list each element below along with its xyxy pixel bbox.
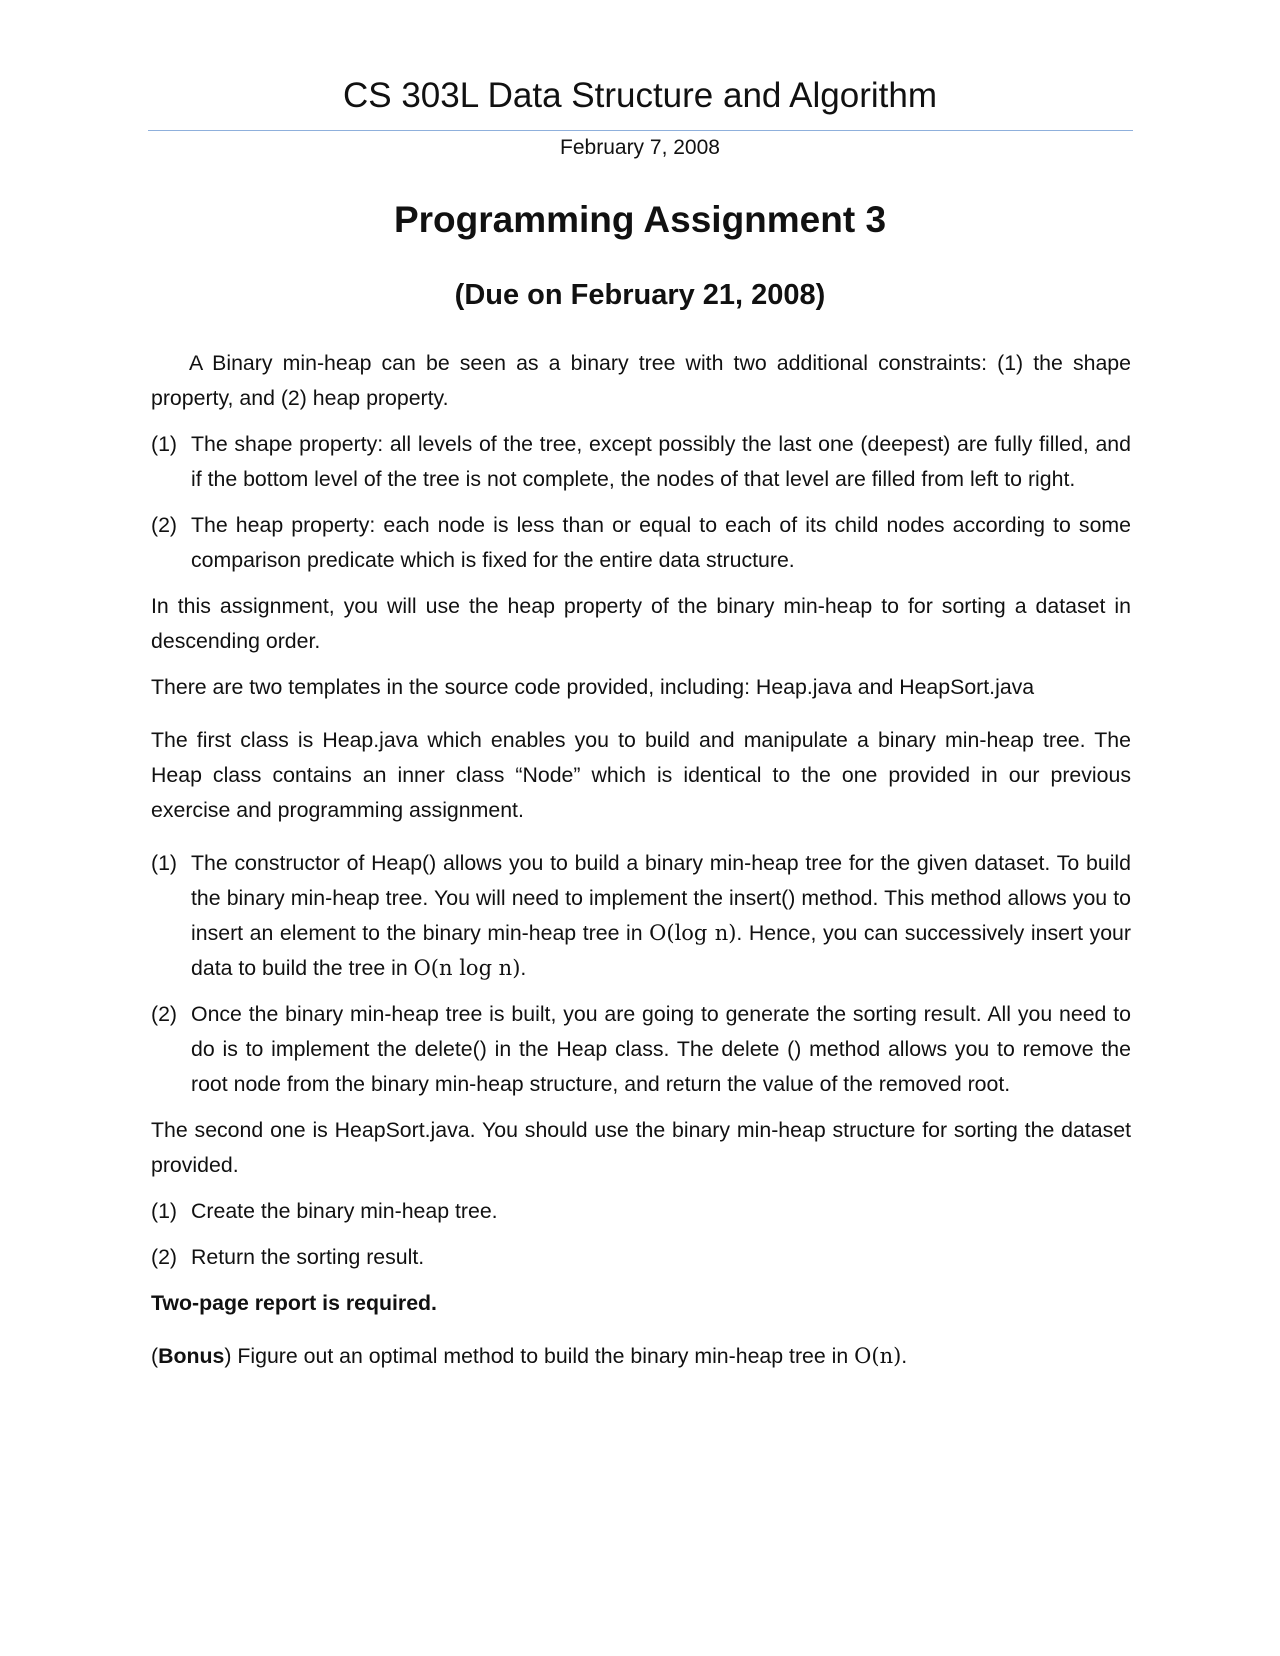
list-number: (2) [151,1245,178,1269]
list-text [191,846,1131,986]
complexity-log-n: O(log n) [649,921,737,945]
list-text: Return the sorting result. [191,1245,425,1269]
bonus-paren: ) [224,1344,232,1368]
property-list [151,427,1131,578]
bonus-paragraph [151,1339,1131,1374]
bonus-paren: ( [151,1344,159,1368]
step-text-part: . Hence, you can successively insert your data to build the tree in [191,921,1131,980]
list-text: Create the binary min-heap tree. [191,1199,498,1223]
list-text: Once the binary min-heap tree is built, you are going to generate the sorting result. All you need to do is to implement the delete() in the Heap class. The delete () method allows you to remove the root node from the binary min-heap structure, and return the value of the removed root. [191,1002,1131,1096]
course-title: CS 303L Data Structure and Algorithm [342,76,938,115]
header-rule [148,130,1133,131]
list-number: (2) [151,1002,178,1026]
complexity-n-log-n: O(n log n) [413,956,521,980]
step-text-part: The constructor of Heap() allows you to build a binary min-heap tree for the given dataset. To build the binary min-heap tree. You will need to implement the insert() method. This method allows you to insert an element to the binary min-heap tree in [191,851,1131,945]
heap-step-item [151,846,1131,986]
bonus-text: Figure out an optimal method to build the binary min-heap tree in [231,1344,855,1368]
sort-step-item [151,1194,1131,1229]
step-text-part: . [520,956,527,980]
templates-paragraph: There are two templates in the source code provided, including: Heap.java and HeapSort.java [151,675,1035,699]
list-number: (1) [151,851,178,875]
property-item [151,508,1131,578]
report-requirement: Two-page report is required. [151,1291,437,1315]
assignment-title: Programming Assignment 3 [393,199,887,240]
heap-step-item [151,997,1131,1102]
assignment-paragraph: In this assignment, you will use the heap property of the binary min-heap to for sorting a dataset in descending order. [151,594,1131,653]
list-text: The heap property: each node is less than or equal to each of its child nodes according to some comparison predicate which is fixed for the entire data structure. [191,513,1131,572]
header-date: February 7, 2008 [560,136,720,159]
bonus-end: . [901,1344,908,1368]
list-text: The shape property: all levels of the tree, except possibly the last one (deepest) are fully filled, and if the bottom level of the tree is not complete, the nodes of that level are filled from left to right. [191,432,1131,491]
sort-steps-list [151,1194,1131,1275]
list-number: (1) [151,432,178,456]
intro-paragraph: A Binary min-heap can be seen as a binary tree with two additional constraints: (1) the shape property, and (2) heap property. [151,351,1131,410]
list-number: (1) [151,1199,178,1223]
bonus-label: Bonus [158,1344,225,1368]
list-number: (2) [151,513,178,537]
document-body [151,346,1131,1374]
heap-steps-list [151,846,1131,1102]
second-class-paragraph: The second one is HeapSort.java. You should use the binary min-heap structure for sorting the dataset provided. [151,1118,1131,1177]
first-class-paragraph: The first class is Heap.java which enables you to build and manipulate a binary min-heap tree. The Heap class contains an inner class “Node” which is identical to the one provided in our previous exercise and programming assignment. [151,728,1131,822]
property-item [151,427,1131,497]
sort-step-item [151,1240,1131,1275]
complexity-n: O(n) [854,1344,902,1368]
due-date: (Due on February 21, 2008) [454,279,826,311]
